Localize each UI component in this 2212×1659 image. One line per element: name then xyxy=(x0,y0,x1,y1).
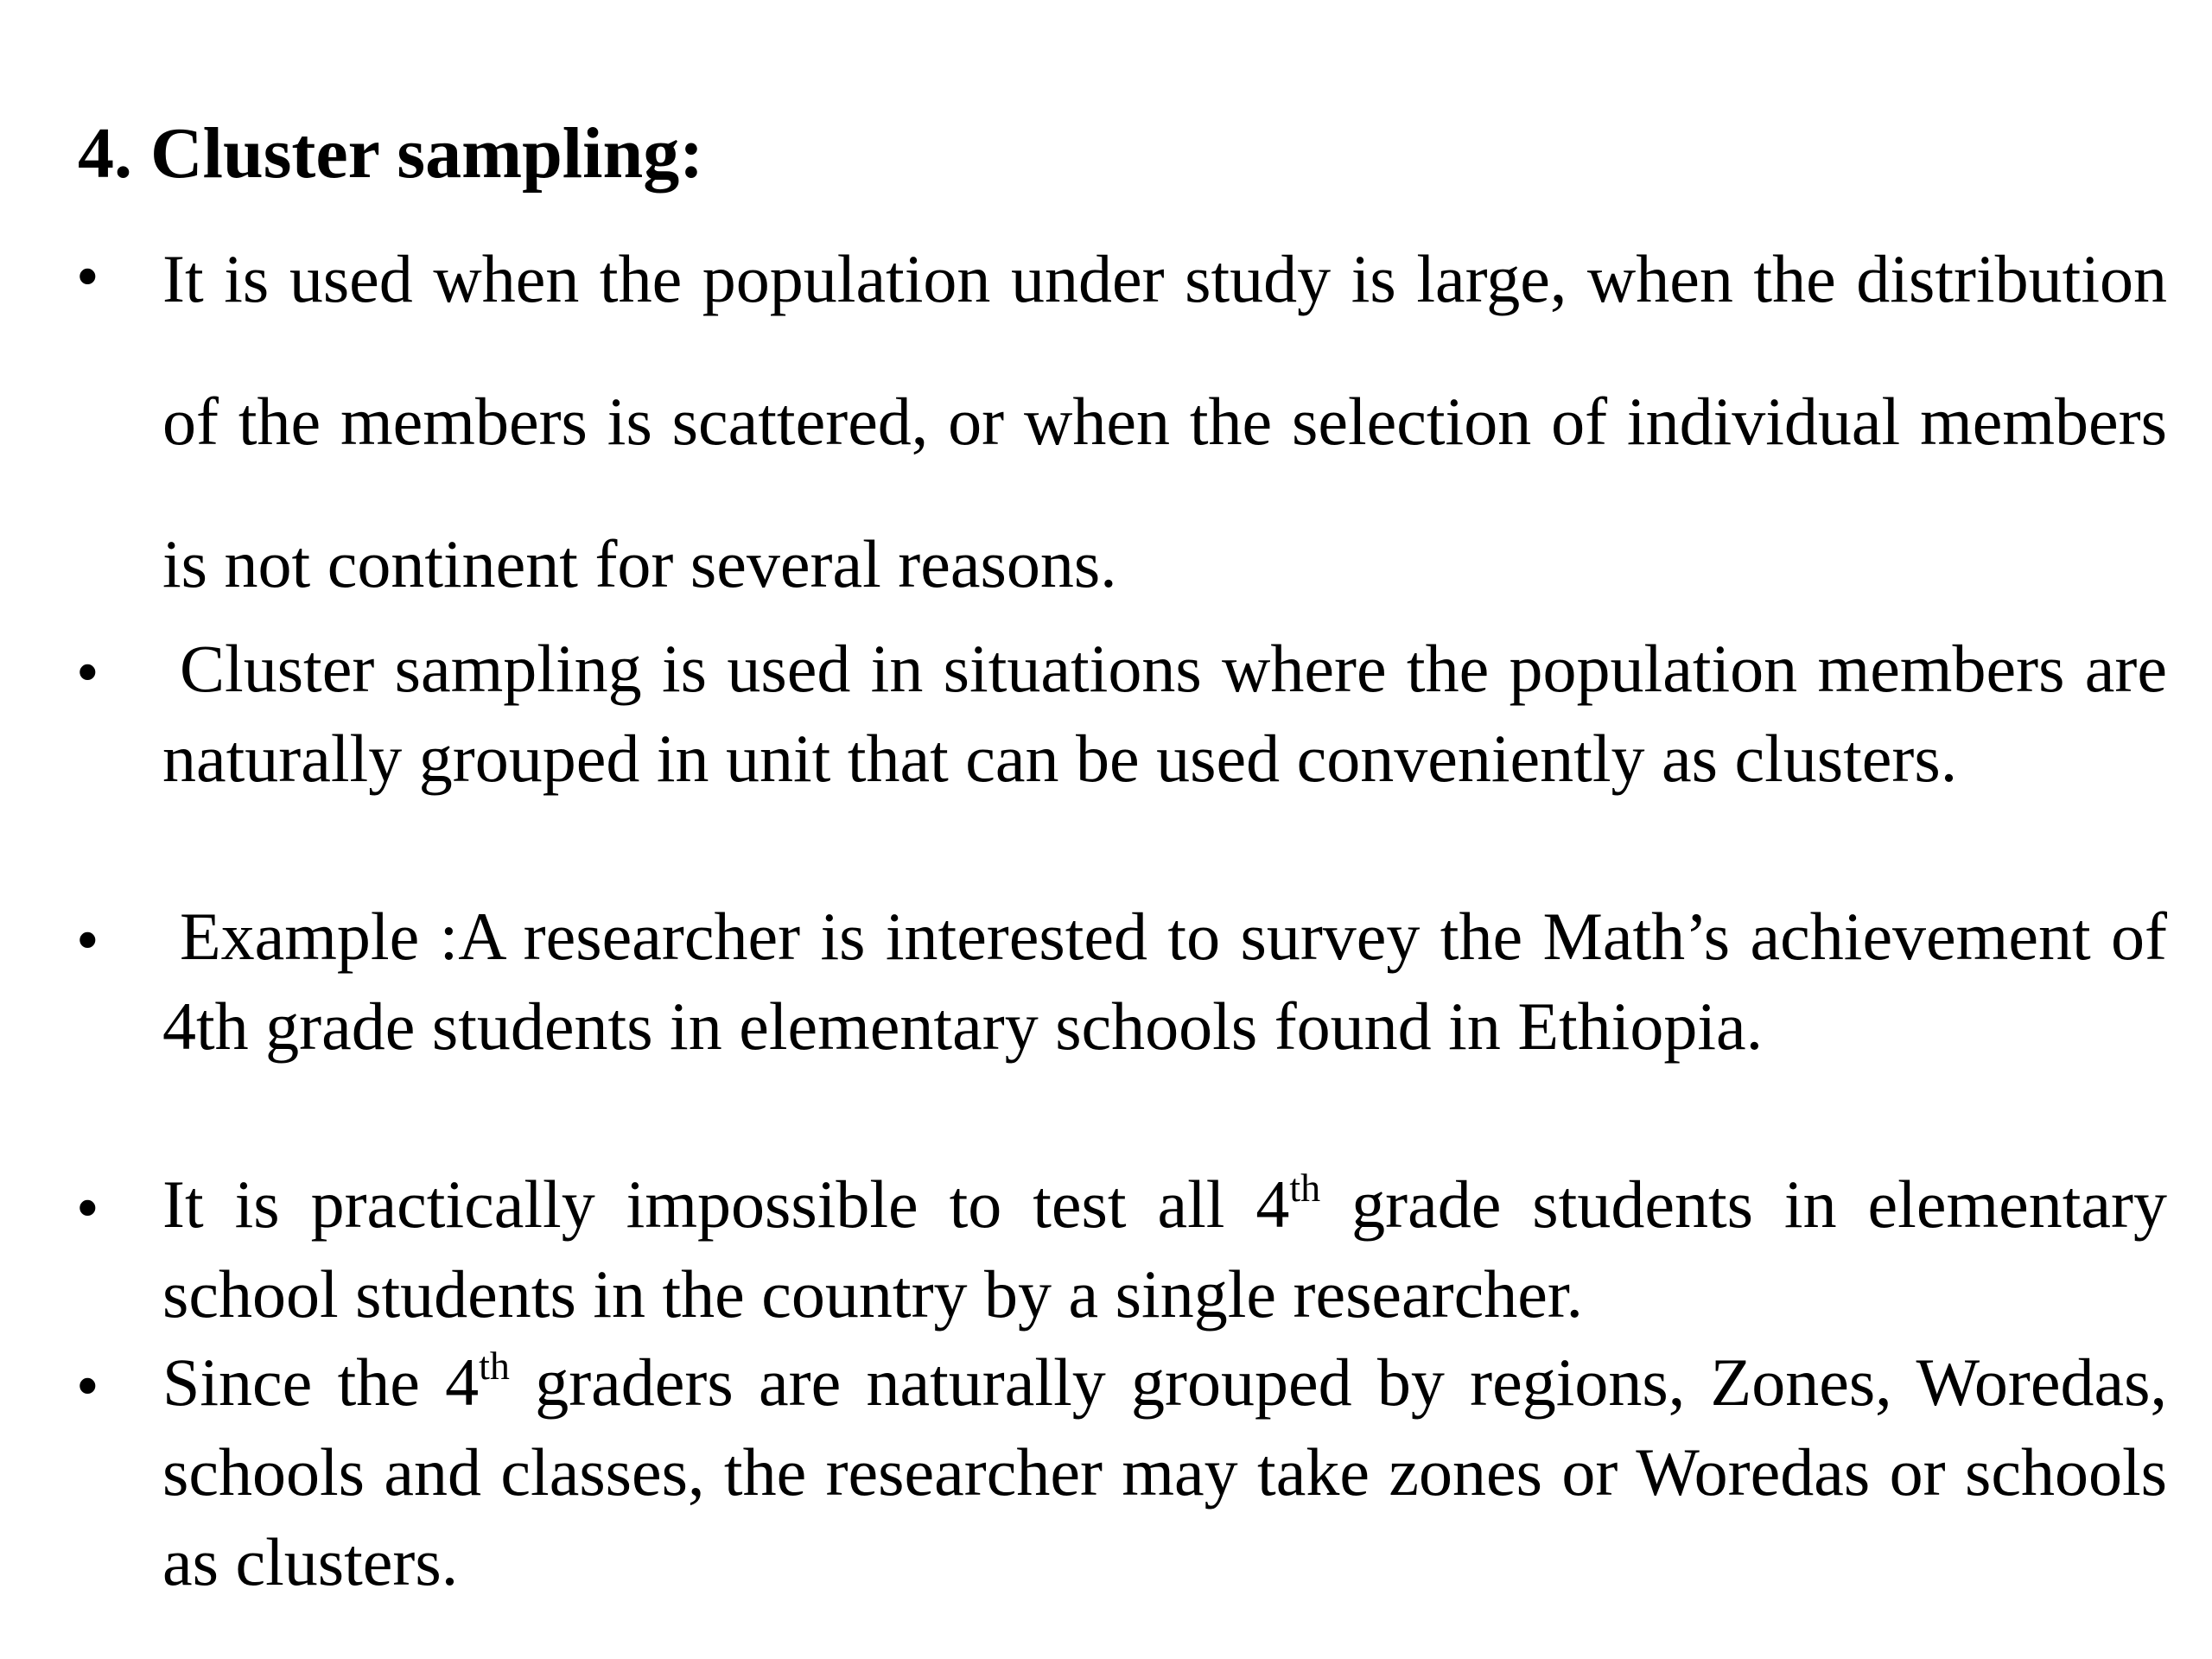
list-item-text: It is used when the population under study is large, when the distribution of the members is scattered, or when the selection of individual members is not continent for several reasons. xyxy=(162,241,2167,601)
text-before-superscript: Since the 4 xyxy=(162,1344,480,1420)
list-item-text xyxy=(162,1338,2167,1607)
text-after-superscript: grade students in elementary school students in the country by a single researcher. xyxy=(162,1166,2167,1332)
text-before-superscript: It is practically impossible to test all 4 xyxy=(162,1166,1290,1242)
bullet-icon: • xyxy=(76,904,99,976)
bullet-icon: • xyxy=(76,636,99,709)
bullet-icon: • xyxy=(76,1350,99,1422)
list-item-text: Example :A researcher is interested to survey the Math’s achievement of 4th grade students in elementary schools found in Ethiopia. xyxy=(162,899,2167,1064)
bullet-icon: • xyxy=(76,240,99,313)
text-after-superscript: graders are naturally grouped by regions, Zones, Woredas, schools and classes, the researcher may take zones or Woredas or schools as clusters. xyxy=(162,1344,2167,1599)
section-heading: 4. Cluster sampling: xyxy=(78,113,704,194)
ordinal-superscript: th xyxy=(479,1344,510,1388)
list-item-text: Cluster sampling is used in situations where the population members are naturally grouped in unit that can be used conveniently as clusters. xyxy=(162,631,2167,796)
bullet-icon: • xyxy=(76,1172,99,1244)
list-item-text xyxy=(162,1160,2167,1339)
ordinal-superscript: th xyxy=(1289,1166,1321,1210)
